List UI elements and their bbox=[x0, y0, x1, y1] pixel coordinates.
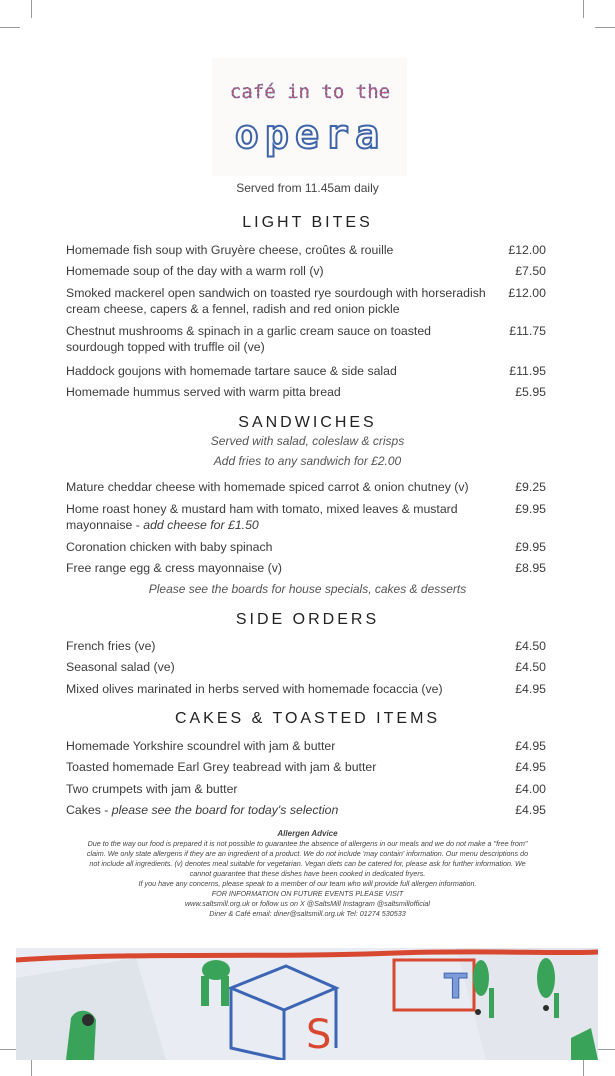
allergen-line: Due to the way our food is prepared it is not possible to guarantee the absence of allergens in our meals and we do not make a "free from" bbox=[87, 839, 528, 848]
item-name: Smoked mackerel open sandwich on toasted rye sourdough with horseradish cream cheese, capers & a fennel, radish and red onion pickle bbox=[66, 286, 486, 316]
item-price: £7.50 bbox=[515, 264, 546, 278]
served-from: Served from 11.45am daily bbox=[236, 181, 379, 195]
menu-item bbox=[66, 501, 546, 533]
cafe-logo bbox=[212, 58, 407, 176]
item-name: Toasted homemade Earl Grey teabread with jam & butter bbox=[66, 760, 377, 774]
item-extra: add cheese for £1.50 bbox=[143, 518, 259, 532]
item-name: Mixed olives marinated in herbs served with homemade focaccia (ve) bbox=[66, 682, 443, 696]
item-price: £4.50 bbox=[515, 639, 546, 653]
menu-item bbox=[66, 802, 546, 818]
menu-item bbox=[66, 285, 546, 317]
item-price: £9.25 bbox=[515, 480, 546, 494]
menu-item bbox=[66, 638, 546, 654]
item-name: French fries (ve) bbox=[66, 639, 156, 653]
crop-mark bbox=[595, 27, 615, 28]
allergen-advice bbox=[30, 829, 585, 919]
item-name: Chestnut mushrooms & spinach in a garlic cream sauce on toasted sourdough topped with truffle oil (ve) bbox=[66, 324, 431, 354]
item-price: £8.95 bbox=[515, 561, 546, 575]
allergen-line: not include all ingredients. (v) denotes meal suitable for vegetarian. Vegan diets can be catered for, please ask for further information. We bbox=[89, 859, 526, 868]
allergen-line: If you have any concerns, please speak to a member of our team who will provide full allergen information. bbox=[138, 879, 477, 888]
events-line: FOR INFORMATION ON FUTURE EVENTS PLEASE VISIT bbox=[211, 889, 404, 898]
menu-item bbox=[66, 363, 546, 379]
item-price: £4.95 bbox=[515, 682, 546, 696]
allergen-line: claim. We only state allergens if they are an ingredient of a product. We do not include 'may contain' information. Our menu descriptions do bbox=[86, 849, 529, 858]
crop-mark bbox=[0, 27, 20, 28]
menu-item bbox=[66, 659, 546, 675]
box-letter-t: T bbox=[444, 967, 468, 1007]
item-price: £4.00 bbox=[515, 782, 546, 796]
allergen-title: Allergen Advice bbox=[277, 829, 338, 838]
logo-line1: café in to the bbox=[229, 81, 391, 103]
menu-item bbox=[66, 479, 546, 495]
item-name: Seasonal salad (ve) bbox=[66, 660, 175, 674]
item-name: Mature cheddar cheese with homemade spiced carrot & onion chutney (v) bbox=[66, 480, 469, 494]
item-name: Cakes - please see the board for today's selection bbox=[66, 803, 339, 817]
item-price: £4.50 bbox=[515, 660, 546, 674]
crop-mark bbox=[31, 1058, 32, 1076]
item-name: Haddock goujons with homemade tartare sauce & side salad bbox=[66, 364, 397, 378]
sandwiches-subtitle: Served with salad, coleslaw & crisps bbox=[210, 434, 405, 448]
menu-item bbox=[66, 263, 546, 279]
item-price: £12.00 bbox=[508, 243, 546, 257]
item-price: £4.95 bbox=[515, 760, 546, 774]
item-extra: please see the board for today's selection bbox=[111, 803, 339, 817]
menu-item bbox=[66, 560, 546, 576]
item-name: Free range egg & cress mayonnaise (v) bbox=[66, 561, 282, 575]
hockney-artwork bbox=[16, 948, 598, 1060]
menu-item bbox=[66, 781, 546, 797]
crop-mark bbox=[31, 0, 32, 18]
item-price: £9.95 bbox=[515, 540, 546, 554]
contact-line: Diner & Café email: diner@saltsmill.org.uk Tel: 01274 530533 bbox=[209, 909, 406, 918]
allergen-line: cannot guarantee that these dishes have been cooked in dedicated fryers. bbox=[189, 869, 426, 878]
crop-mark bbox=[595, 1049, 615, 1050]
sandwiches-fries-note: Add fries to any sandwich for £2.00 bbox=[213, 454, 402, 468]
item-name: Homemade soup of the day with a warm roll (v) bbox=[66, 264, 324, 278]
menu-item bbox=[66, 242, 546, 258]
boards-note: Please see the boards for house specials, cakes & desserts bbox=[148, 582, 467, 596]
logo-line2: opera bbox=[234, 112, 386, 158]
website-social-line: www.saltsmill.org.uk or follow us on X @SaltsMill Instagram @saltsmillofficial bbox=[184, 899, 431, 908]
item-price: £11.95 bbox=[509, 364, 546, 378]
section-heading-light-bites: LIGHT BITES bbox=[242, 214, 373, 231]
menu-item bbox=[66, 384, 546, 400]
crop-mark bbox=[583, 1058, 584, 1076]
item-price: £9.95 bbox=[515, 502, 546, 516]
section-heading-sandwiches: SANDWICHES bbox=[238, 414, 377, 431]
item-name: Homemade fish soup with Gruyère cheese, croûtes & rouille bbox=[66, 243, 394, 257]
item-price: £5.95 bbox=[515, 385, 546, 399]
menu-item bbox=[66, 681, 546, 697]
item-price: £11.75 bbox=[509, 324, 546, 338]
item-name: Coronation chicken with baby spinach bbox=[66, 540, 273, 554]
item-name: Two crumpets with jam & butter bbox=[66, 782, 238, 796]
item-name: Homemade hummus served with warm pitta bread bbox=[66, 385, 341, 399]
crop-mark bbox=[583, 0, 584, 18]
menu-item bbox=[66, 323, 546, 355]
menu-item bbox=[66, 738, 546, 754]
section-heading-side-orders: SIDE ORDERS bbox=[235, 611, 380, 628]
item-name: Homemade Yorkshire scoundrel with jam & butter bbox=[66, 739, 336, 753]
menu-item bbox=[66, 539, 546, 555]
cube-letter-s: S bbox=[306, 1012, 332, 1058]
item-price: £4.95 bbox=[515, 739, 546, 753]
item-price: £12.00 bbox=[508, 286, 546, 300]
section-heading-cakes: CAKES & TOASTED ITEMS bbox=[174, 710, 441, 727]
menu-item bbox=[66, 759, 546, 775]
item-price: £4.95 bbox=[515, 803, 546, 817]
item-name: Home roast honey & mustard ham with tomato, mixed leaves & mustard mayonnaise - add cheese for £1.50 bbox=[66, 502, 458, 532]
